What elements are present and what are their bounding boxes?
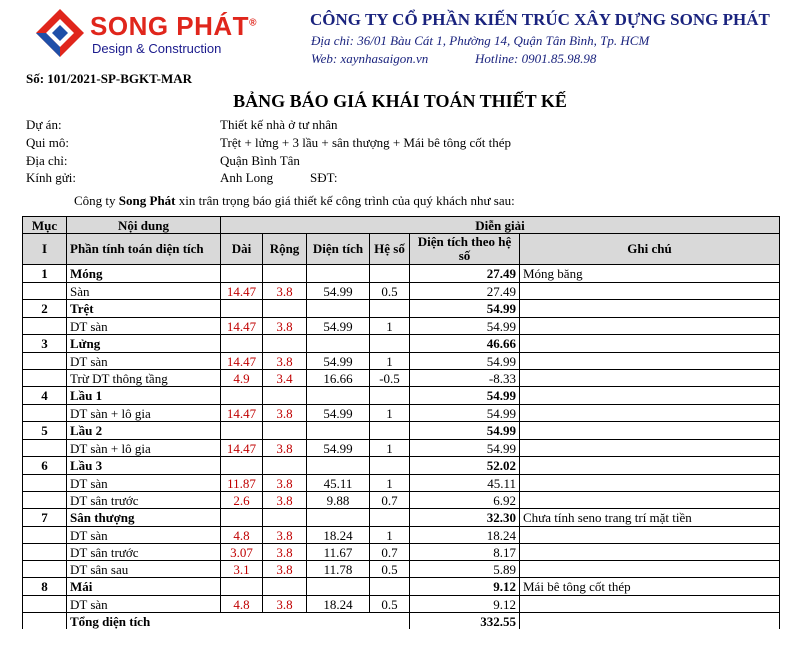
cell-name: Lầu 1: [67, 387, 221, 405]
cell-ghichu: [520, 387, 780, 405]
cell-dai: 4.8: [221, 596, 263, 613]
estimate-table: [22, 216, 780, 629]
cell-dientich: 54.99: [307, 283, 370, 300]
cell-heso: [370, 509, 410, 527]
cell-dientich: 54.99: [307, 405, 370, 422]
cell-heso: [370, 578, 410, 596]
cell-muc: [23, 492, 67, 509]
cell-dai: [221, 335, 263, 353]
cell-dt-heso: 46.66: [410, 335, 520, 353]
table-row: [23, 405, 780, 422]
letterhead: [0, 0, 800, 70]
cell-dt-heso: 54.99: [410, 300, 520, 318]
cell-name: DT sàn + lô gia: [67, 440, 221, 457]
cell-name: Trệt: [67, 300, 221, 318]
cell-muc: [23, 544, 67, 561]
table-row: [23, 370, 780, 387]
info-value: Trệt + lửng + 3 lầu + sân thượng + Mái bê tông cốt thép: [220, 135, 512, 150]
cell-dt-heso: 8.17: [410, 544, 520, 561]
cell-name: DT sân trước: [67, 544, 221, 561]
cell-muc: [23, 405, 67, 422]
col-rong: Rộng: [263, 234, 307, 265]
cell-dt-heso: 27.49: [410, 283, 520, 300]
cell-dt-heso: 45.11: [410, 475, 520, 492]
cell-ghichu: [520, 300, 780, 318]
cell-name: DT sàn + lô gia: [67, 405, 221, 422]
cell-name: DT sân trước: [67, 492, 221, 509]
cell-muc: [23, 283, 67, 300]
cell-dt-heso: 9.12: [410, 596, 520, 613]
cell-muc: 5: [23, 422, 67, 440]
logo-diamond-icon: [34, 7, 86, 59]
table-row: [23, 527, 780, 544]
cell-heso: [370, 457, 410, 475]
cell-ghichu: Móng băng: [520, 265, 780, 283]
total-muc: [23, 613, 67, 630]
cell-dai: [221, 387, 263, 405]
cell-ghichu: [520, 544, 780, 561]
col-muc: Mục: [23, 217, 67, 234]
info-label: Dự án:: [26, 117, 62, 132]
col-dientich: Diện tích: [307, 234, 370, 265]
info-label: Địa chỉ:: [26, 153, 68, 168]
cell-name: DT sàn: [67, 527, 221, 544]
cell-ghichu: [520, 405, 780, 422]
category-row: [23, 422, 780, 440]
cell-dt-heso: 18.24: [410, 527, 520, 544]
category-row: [23, 300, 780, 318]
cell-rong: [263, 422, 307, 440]
cell-muc: [23, 353, 67, 370]
table-row: [23, 492, 780, 509]
cell-rong: 3.8: [263, 405, 307, 422]
cell-heso: -0.5: [370, 370, 410, 387]
category-row: [23, 335, 780, 353]
cell-dai: 14.47: [221, 353, 263, 370]
cell-heso: [370, 422, 410, 440]
cell-rong: 3.8: [263, 283, 307, 300]
cell-rong: 3.8: [263, 440, 307, 457]
cell-heso: [370, 387, 410, 405]
cell-heso: 1: [370, 475, 410, 492]
cell-heso: 1: [370, 405, 410, 422]
cell-dai: [221, 457, 263, 475]
cell-dt-heso: -8.33: [410, 370, 520, 387]
cell-muc: [23, 475, 67, 492]
cell-name: Mái: [67, 578, 221, 596]
cell-dt-heso: 6.92: [410, 492, 520, 509]
cell-name: Lầu 3: [67, 457, 221, 475]
cell-dt-heso: 54.99: [410, 422, 520, 440]
cell-dientich: [307, 509, 370, 527]
cell-name: Lầu 2: [67, 422, 221, 440]
cell-rong: 3.4: [263, 370, 307, 387]
cell-muc: [23, 440, 67, 457]
cell-dai: 14.47: [221, 318, 263, 335]
cell-dt-heso: 54.99: [410, 440, 520, 457]
cell-dientich: 9.88: [307, 492, 370, 509]
cell-muc: 6: [23, 457, 67, 475]
cell-dt-heso: 54.99: [410, 318, 520, 335]
cell-rong: [263, 387, 307, 405]
company-website: Web: xaynhasaigon.vn: [311, 51, 429, 66]
cell-muc: 4: [23, 387, 67, 405]
total-note: [520, 613, 780, 630]
cell-dai: 14.47: [221, 283, 263, 300]
cell-rong: [263, 457, 307, 475]
cell-rong: [263, 300, 307, 318]
cell-ghichu: [520, 475, 780, 492]
cell-dt-heso: 9.12: [410, 578, 520, 596]
cell-dientich: 11.67: [307, 544, 370, 561]
cell-heso: 0.7: [370, 544, 410, 561]
cell-dientich: [307, 457, 370, 475]
cell-heso: 1: [370, 440, 410, 457]
cell-muc: [23, 561, 67, 578]
category-row: [23, 265, 780, 283]
cell-dt-heso: 54.99: [410, 353, 520, 370]
cell-ghichu: [520, 283, 780, 300]
table-subheader-row: [23, 234, 780, 265]
cell-dai: 11.87: [221, 475, 263, 492]
cell-dai: 3.07: [221, 544, 263, 561]
cell-dientich: 54.99: [307, 318, 370, 335]
total-value: 332.55: [410, 613, 520, 630]
cell-dai: 4.8: [221, 527, 263, 544]
cell-dai: [221, 265, 263, 283]
cell-ghichu: [520, 370, 780, 387]
cell-muc: [23, 527, 67, 544]
cell-rong: [263, 335, 307, 353]
document-number: Số: 101/2021-SP-BGKT-MAR: [26, 71, 192, 86]
col-diengiai: Diễn giải: [221, 217, 780, 234]
table-row: [23, 440, 780, 457]
cell-ghichu: [520, 561, 780, 578]
cell-ghichu: [520, 318, 780, 335]
table-row: [23, 561, 780, 578]
logo-name: SONG PHÁT®: [90, 11, 257, 41]
table-row: [23, 475, 780, 492]
cell-dt-heso: 27.49: [410, 265, 520, 283]
col-heso: Hệ số: [370, 234, 410, 265]
cell-rong: 3.8: [263, 544, 307, 561]
cell-rong: 3.8: [263, 527, 307, 544]
cell-dt-heso: 54.99: [410, 387, 520, 405]
cell-heso: [370, 300, 410, 318]
cell-ghichu: Mái bê tông cốt thép: [520, 578, 780, 596]
category-row: [23, 509, 780, 527]
cell-dai: [221, 300, 263, 318]
col-section-I: I: [23, 234, 67, 265]
cell-ghichu: [520, 492, 780, 509]
cell-muc: 8: [23, 578, 67, 596]
cell-name: DT sàn: [67, 475, 221, 492]
cell-muc: 3: [23, 335, 67, 353]
cell-dai: 3.1: [221, 561, 263, 578]
company-name: CÔNG TY CỔ PHẦN KIẾN TRÚC XÂY DỰNG SONG PHÁT: [310, 10, 770, 29]
total-row: [23, 613, 780, 630]
col-dai: Dài: [221, 234, 263, 265]
cell-name: Sàn: [67, 283, 221, 300]
cell-dt-heso: 54.99: [410, 405, 520, 422]
cell-dientich: [307, 335, 370, 353]
cell-muc: [23, 370, 67, 387]
phone-label: SĐT:: [310, 170, 338, 185]
cell-dai: 2.6: [221, 492, 263, 509]
cell-ghichu: [520, 457, 780, 475]
info-value: Thiết kế nhà ở tư nhân: [220, 117, 338, 132]
table-body: [23, 265, 780, 613]
cell-name: DT sân sau: [67, 561, 221, 578]
document-title: BẢNG BÁO GIÁ KHÁI TOÁN THIẾT KẾ: [233, 91, 567, 111]
info-label: Qui mô:: [26, 135, 69, 150]
cell-ghichu: [520, 335, 780, 353]
company-logo: [34, 7, 257, 63]
cell-rong: 3.8: [263, 318, 307, 335]
category-row: [23, 387, 780, 405]
cell-name: DT sàn: [67, 318, 221, 335]
category-row: [23, 578, 780, 596]
total-label: Tổng diện tích: [67, 613, 410, 630]
info-label: Kính gửi:: [26, 170, 77, 185]
cell-dai: [221, 509, 263, 527]
cell-heso: 0.5: [370, 283, 410, 300]
cell-dientich: [307, 422, 370, 440]
cell-dai: 4.9: [221, 370, 263, 387]
table-header-row: [23, 217, 780, 234]
cell-heso: 0.5: [370, 596, 410, 613]
info-value: Quận Bình Tân: [220, 153, 300, 168]
cell-rong: [263, 578, 307, 596]
col-dt-heso: Diện tích theo hệ số: [410, 234, 520, 265]
cell-muc: [23, 596, 67, 613]
cell-dientich: 54.99: [307, 353, 370, 370]
cell-heso: 1: [370, 318, 410, 335]
cell-dt-heso: 5.89: [410, 561, 520, 578]
category-row: [23, 457, 780, 475]
cell-ghichu: [520, 440, 780, 457]
cell-ghichu: [520, 353, 780, 370]
cell-name: Lửng: [67, 335, 221, 353]
cell-heso: 1: [370, 527, 410, 544]
cell-dientich: 16.66: [307, 370, 370, 387]
cell-heso: [370, 265, 410, 283]
cell-name: DT sàn: [67, 596, 221, 613]
cell-muc: [23, 318, 67, 335]
company-hotline: Hotline: 0901.85.98.98: [475, 51, 597, 66]
cell-dai: [221, 422, 263, 440]
table-row: [23, 544, 780, 561]
cell-dientich: 11.78: [307, 561, 370, 578]
cell-muc: 7: [23, 509, 67, 527]
cell-ghichu: [520, 596, 780, 613]
cell-heso: [370, 335, 410, 353]
cell-rong: 3.8: [263, 561, 307, 578]
table-row: [23, 318, 780, 335]
cell-rong: 3.8: [263, 475, 307, 492]
cell-heso: 1: [370, 353, 410, 370]
company-address: Địa chỉ: 36/01 Bàu Cát 1, Phường 14, Quận Tân Bình, Tp. HCM: [311, 33, 650, 48]
cell-rong: [263, 265, 307, 283]
cell-ghichu: [520, 527, 780, 544]
col-ghichu: Ghi chú: [520, 234, 780, 265]
cell-name: DT sàn: [67, 353, 221, 370]
cell-dt-heso: 32.30: [410, 509, 520, 527]
cell-dientich: [307, 300, 370, 318]
cell-heso: 0.7: [370, 492, 410, 509]
info-value: Anh Long: [220, 170, 274, 185]
cell-dientich: [307, 578, 370, 596]
cell-name: Trừ DT thông tầng: [67, 370, 221, 387]
table-row: [23, 596, 780, 613]
table-row: [23, 353, 780, 370]
cell-rong: 3.8: [263, 353, 307, 370]
cell-dientich: 54.99: [307, 440, 370, 457]
cell-dai: 14.47: [221, 405, 263, 422]
cell-ghichu: Chưa tính seno trang trí mặt tiền: [520, 509, 780, 527]
cell-dientich: 18.24: [307, 527, 370, 544]
cell-dientich: [307, 387, 370, 405]
col-noidung: Nội dung: [67, 217, 221, 234]
cell-dt-heso: 52.02: [410, 457, 520, 475]
cell-name: Móng: [67, 265, 221, 283]
logo-subtitle: Design & Construction: [92, 41, 222, 56]
cell-muc: 1: [23, 265, 67, 283]
cell-dientich: [307, 265, 370, 283]
col-phan: Phần tính toán diện tích: [67, 234, 221, 265]
cell-rong: [263, 509, 307, 527]
intro-text: Công ty Song Phát xin trân trọng báo giá thiết kế công trình của quý khách như sau:: [74, 193, 515, 208]
cell-name: Sân thượng: [67, 509, 221, 527]
cell-dientich: 45.11: [307, 475, 370, 492]
cell-dai: [221, 578, 263, 596]
cell-ghichu: [520, 422, 780, 440]
cell-rong: 3.8: [263, 596, 307, 613]
cell-dai: 14.47: [221, 440, 263, 457]
cell-rong: 3.8: [263, 492, 307, 509]
table-row: [23, 283, 780, 300]
cell-muc: 2: [23, 300, 67, 318]
cell-dientich: 18.24: [307, 596, 370, 613]
cell-heso: 0.5: [370, 561, 410, 578]
